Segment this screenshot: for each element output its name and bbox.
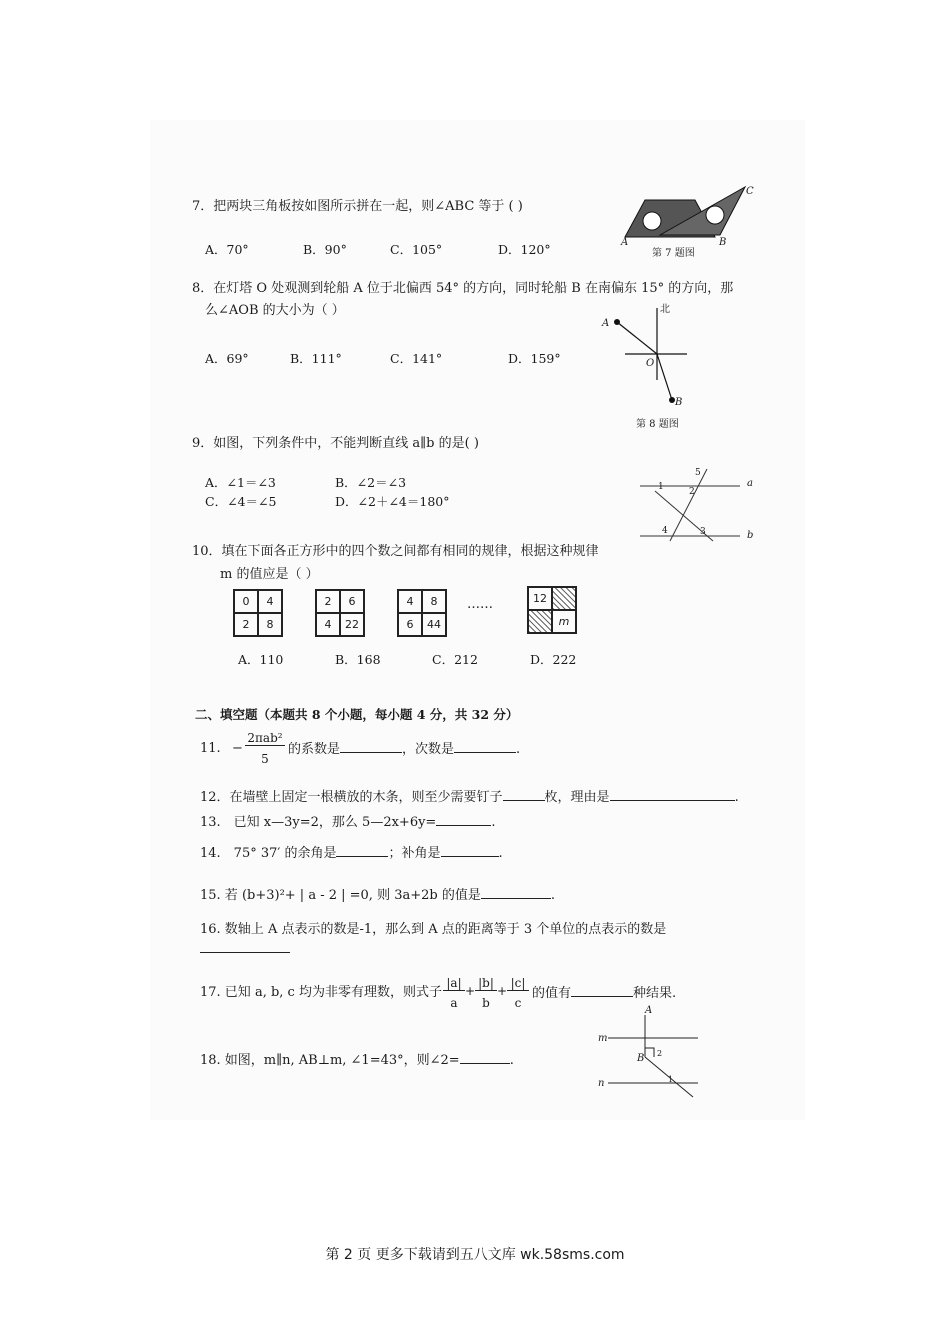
q17-t2: 的值有 [532,986,572,1001]
q9-angle-3: 3 [700,527,706,537]
q10-s1-cell: 2 [234,613,258,636]
q17-frac-b-num: |b| [475,976,497,991]
q8-label-o: O [646,358,655,369]
q10-square-2 [315,589,365,637]
q18-blank[interactable] [460,1051,510,1064]
q10-stem-line1: 10．填在下面各正方形中的四个数之间都有相同的规律，根据这种规律 [192,544,599,559]
q17-frac-a-num: |a| [443,976,465,991]
q8-label-b: B [675,397,683,408]
q10-s3-cell: 4 [398,590,422,613]
q10-s3-cell: 44 [422,613,446,636]
q17-plus-2: + [497,984,508,998]
q9-angle-1: 1 [658,482,664,492]
q9-option-d: D．∠2＋∠4＝180° [335,494,450,509]
q15-t2: . [550,888,555,903]
q10-option-a: A．110 [238,652,284,667]
q14-t2: ；补角是 [388,846,441,861]
q15-t1: 15. 若 (b+3)²+ | a - 2 | =0, 则 3a+2b 的值是 [200,888,481,903]
q11-t3: . [516,742,521,757]
q7-label-a: A [621,237,629,248]
q18-t1: 18. 如图，m∥n, AB⊥m, ∠1=43°，则∠2= [200,1053,460,1068]
q7-stem: 7．把两块三角板按如图所示拼在一起，则∠ABC 等于 ( ) [192,199,523,214]
q17-frac-c-den: c [514,996,522,1010]
q13-t2: . [491,815,496,830]
q17-frac-a-den: a [450,996,458,1010]
q17-plus-1: + [465,984,476,998]
q8-option-b: B．111° [290,351,342,366]
q18-angle-2: 2 [657,1049,663,1058]
q8-bearing-figure [605,300,695,410]
q8-north-label: 北 [660,304,670,315]
q8-caption: 第 8 题图 [636,419,679,430]
section2-heading: 二、填空题（本题共 8 个小题，每小题 4 分，共 32 分） [195,707,519,722]
q11-blank-degree[interactable] [454,740,516,753]
q11-t1: 的系数是 [288,742,341,757]
q7-caption: 第 7 题图 [652,248,695,259]
q11-t2: ，次数是 [402,742,455,757]
q14-text [200,844,503,863]
q12-t1: 12．在墙壁上固定一根横放的木条，则至少需要钉子 [200,790,503,805]
q14-t1: 14. 75° 37′ 的余角是 [200,846,337,861]
q11-numerator: 2πab² [245,731,285,746]
q8-stem-line2: 么∠AOB 的大小为（ ） [205,303,345,318]
q11-text [288,740,520,759]
q11-blank-coefficient[interactable] [340,740,402,753]
q11-minus: − [232,741,243,756]
q10-option-b: B．168 [335,652,381,667]
q9-label-a: a [747,478,753,489]
q18-t2: . [509,1053,514,1068]
q17-frac-b-den: b [482,996,490,1010]
q18-text [200,1051,514,1070]
q9-angle-4: 4 [662,526,668,536]
q9-parallel-lines-figure [635,465,750,545]
q10-s3-cell: 6 [398,613,422,636]
q10-option-c: C．212 [432,652,478,667]
q7-label-c: C [746,186,754,197]
q10-s4-hatched-cell [528,610,552,633]
q14-t3: . [498,846,503,861]
q10-s1-cell: 0 [234,590,258,613]
q18-label-m: m [598,1033,608,1044]
q9-angle-2: 2 [689,487,695,497]
q10-square-3 [397,589,447,637]
q10-square-1 [233,589,283,637]
q7-option-a: A．70° [205,242,249,257]
q11-number: 11. [200,741,221,756]
q17-frac-c-num: |c| [507,976,529,991]
q9-option-b: B．∠2＝∠3 [335,475,407,490]
q18-label-n: n [598,1078,605,1089]
q17-tail [532,984,676,1003]
q12-text [200,788,739,807]
q18-angle-1: 1 [668,1075,674,1084]
q10-s1-cell: 8 [258,613,282,636]
q16-text: 16. 数轴上 A 点表示的数是-1，那么到 A 点的距离等于 3 个单位的点表示的数是 [200,922,667,937]
q18-parallel-lines-figure [598,1005,708,1100]
q8-option-c: C．141° [390,351,443,366]
q8-option-a: A．69° [205,351,249,366]
q10-s2-cell: 22 [340,613,364,636]
q17-t1: 17. 已知 a, b, c 均为非零有理数，则式子 [200,985,442,1000]
q9-option-a: A．∠1＝∠3 [205,475,276,490]
q9-option-c: C．∠4＝∠5 [205,494,277,509]
q7-option-d: D．120° [498,242,551,257]
q10-s2-cell: 4 [316,613,340,636]
q14-blank-complement[interactable] [336,844,388,857]
q12-t2: 枚，理由是 [544,790,610,805]
q10-s4-cell-m: m [552,610,576,633]
q10-s3-cell: 8 [422,590,446,613]
q10-s4-hatched-cell [552,587,576,610]
q10-stem-line2: m 的值应是（ ） [220,567,319,582]
q10-s1-cell: 4 [258,590,282,613]
q17-blank[interactable] [571,984,633,997]
q14-blank-supplement[interactable] [441,844,499,857]
q13-t1: 13. 已知 x—3y=2，那么 5—2x+6y= [200,815,437,830]
q12-t3: . [734,790,739,805]
q11-denominator: 5 [261,752,269,766]
page-footer: 第 2 页 更多下载请到五八文库 wk.58sms.com [325,1247,625,1263]
q9-label-b: b [747,530,754,541]
q17-t3: 种结果. [633,986,677,1001]
q18-label-a: A [645,1005,653,1016]
q10-s2-cell: 6 [340,590,364,613]
q13-text [200,813,495,832]
q10-s2-cell: 2 [316,590,340,613]
q7-triangles-figure [620,185,760,245]
q18-label-b: B [637,1053,645,1064]
q10-s4-cell: 12 [528,587,552,610]
q16-blank[interactable] [200,940,290,953]
q8-stem-line1: 8．在灯塔 O 处观测到轮船 A 位于北偏西 54° 的方向，同时轮船 B 在南偏东 15° 的方向，那 [192,281,734,296]
q9-angle-5: 5 [695,468,701,478]
q9-stem: 9．如图，下列条件中，不能判断直线 a∥b 的是( ) [192,436,479,451]
q10-square-4 [527,586,577,634]
q10-option-d: D．222 [530,652,577,667]
q13-blank[interactable] [436,813,491,826]
q10-ellipsis: …… [467,597,493,612]
q8-label-a: A [602,318,610,329]
q12-blank-count[interactable] [503,788,545,801]
q15-text [200,886,555,905]
q8-option-d: D．159° [508,351,561,366]
q7-option-c: C．105° [390,242,443,257]
q7-label-b: B [719,237,727,248]
q12-blank-reason[interactable] [610,788,735,801]
q7-option-b: B．90° [303,242,347,257]
q15-blank[interactable] [481,886,551,899]
